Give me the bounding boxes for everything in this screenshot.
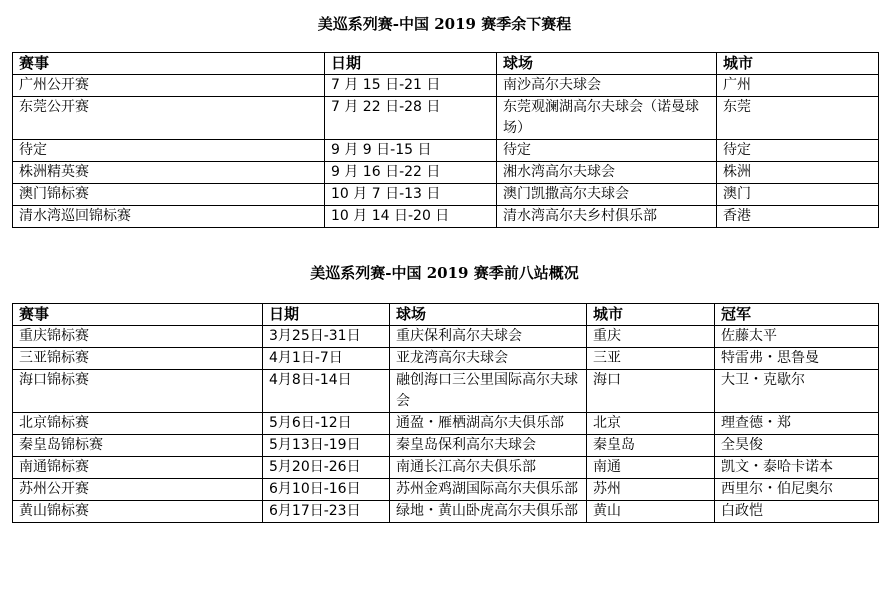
city-cell: 株洲 xyxy=(717,162,879,184)
event-cell: 海口锦标赛 xyxy=(13,370,263,413)
table-row xyxy=(13,348,879,370)
city-cell: 苏州 xyxy=(587,479,715,501)
city-cell: 香港 xyxy=(717,206,879,228)
venue-cell: 南通长江高尔夫俱乐部 xyxy=(390,457,587,479)
city-cell: 黄山 xyxy=(587,501,715,523)
event-cell: 三亚锦标赛 xyxy=(13,348,263,370)
date-cell: 10 月 14 日-20 日 xyxy=(325,206,497,228)
table-row xyxy=(13,501,879,523)
event-cell: 待定 xyxy=(13,140,325,162)
table-row xyxy=(13,457,879,479)
table-header-row xyxy=(13,53,879,75)
column-header-event: 赛事 xyxy=(13,304,263,326)
city-cell: 重庆 xyxy=(587,326,715,348)
city-cell: 三亚 xyxy=(587,348,715,370)
event-cell: 黄山锦标赛 xyxy=(13,501,263,523)
event-cell: 清水湾巡回锦标赛 xyxy=(13,206,325,228)
venue-cell: 亚龙湾高尔夫球会 xyxy=(390,348,587,370)
city-cell: 待定 xyxy=(717,140,879,162)
results-title: 美巡系列赛-中国 2019 赛季前八站概况 xyxy=(310,264,579,282)
event-cell: 东莞公开赛 xyxy=(13,97,325,140)
schedule-title: 美巡系列赛-中国 2019 赛季余下赛程 xyxy=(317,15,572,33)
venue-cell: 清水湾高尔夫乡村俱乐部 xyxy=(497,206,717,228)
table-row xyxy=(13,206,879,228)
venue-cell: 东莞观澜湖高尔夫球会（诺曼球场） xyxy=(497,97,717,140)
city-cell: 广州 xyxy=(717,75,879,97)
date-cell: 5月6日-12日 xyxy=(263,413,390,435)
date-cell: 9 月 16 日-22 日 xyxy=(325,162,497,184)
venue-cell: 澳门凯撒高尔夫球会 xyxy=(497,184,717,206)
event-cell: 株洲精英赛 xyxy=(13,162,325,184)
date-cell: 4月1日-7日 xyxy=(263,348,390,370)
date-cell: 4月8日-14日 xyxy=(263,370,390,413)
table-row xyxy=(13,413,879,435)
champion-cell: 白政恺 xyxy=(715,501,879,523)
date-cell: 3月25日-31日 xyxy=(263,326,390,348)
table-row xyxy=(13,184,879,206)
event-cell: 澳门锦标赛 xyxy=(13,184,325,206)
champion-cell: 大卫・克歇尔 xyxy=(715,370,879,413)
city-cell: 海口 xyxy=(587,370,715,413)
champion-cell: 凯文・泰哈卡诺本 xyxy=(715,457,879,479)
date-cell: 7 月 22 日-28 日 xyxy=(325,97,497,140)
table-row xyxy=(13,75,879,97)
table-row xyxy=(13,326,879,348)
date-cell: 5月20日-26日 xyxy=(263,457,390,479)
venue-cell: 重庆保利高尔夫球会 xyxy=(390,326,587,348)
column-header-event: 赛事 xyxy=(13,53,325,75)
date-cell: 6月17日-23日 xyxy=(263,501,390,523)
date-cell: 6月10日-16日 xyxy=(263,479,390,501)
venue-cell: 南沙高尔夫球会 xyxy=(497,75,717,97)
event-cell: 广州公开赛 xyxy=(13,75,325,97)
champion-cell: 理查德・郑 xyxy=(715,413,879,435)
column-header-city: 城市 xyxy=(587,304,715,326)
city-cell: 南通 xyxy=(587,457,715,479)
champion-cell: 全昊俊 xyxy=(715,435,879,457)
city-cell: 澳门 xyxy=(717,184,879,206)
table-row xyxy=(13,97,879,140)
table-header-row xyxy=(13,304,879,326)
venue-cell: 秦皇岛保利高尔夫球会 xyxy=(390,435,587,457)
table-row xyxy=(13,479,879,501)
city-cell: 北京 xyxy=(587,413,715,435)
venue-cell: 待定 xyxy=(497,140,717,162)
column-header-city: 城市 xyxy=(717,53,879,75)
column-header-venue: 球场 xyxy=(497,53,717,75)
column-header-date: 日期 xyxy=(263,304,390,326)
results-table xyxy=(12,303,879,523)
table-row xyxy=(13,435,879,457)
venue-cell: 融创海口三公里国际高尔夫球会 xyxy=(390,370,587,413)
column-header-date: 日期 xyxy=(325,53,497,75)
column-header-venue: 球场 xyxy=(390,304,587,326)
event-cell: 南通锦标赛 xyxy=(13,457,263,479)
table-row xyxy=(13,162,879,184)
city-cell: 东莞 xyxy=(717,97,879,140)
date-cell: 7 月 15 日-21 日 xyxy=(325,75,497,97)
venue-cell: 湘水湾高尔夫球会 xyxy=(497,162,717,184)
date-cell: 10 月 7 日-13 日 xyxy=(325,184,497,206)
event-cell: 秦皇岛锦标赛 xyxy=(13,435,263,457)
date-cell: 5月13日-19日 xyxy=(263,435,390,457)
table-row xyxy=(13,370,879,413)
table-row xyxy=(13,140,879,162)
venue-cell: 苏州金鸡湖国际高尔夫俱乐部 xyxy=(390,479,587,501)
champion-cell: 佐藤太平 xyxy=(715,326,879,348)
champion-cell: 特雷弗・思鲁曼 xyxy=(715,348,879,370)
column-header-champion: 冠军 xyxy=(715,304,879,326)
date-cell: 9 月 9 日-15 日 xyxy=(325,140,497,162)
event-cell: 北京锦标赛 xyxy=(13,413,263,435)
champion-cell: 西里尔・伯尼奥尔 xyxy=(715,479,879,501)
event-cell: 重庆锦标赛 xyxy=(13,326,263,348)
venue-cell: 绿地・黄山卧虎高尔夫俱乐部 xyxy=(390,501,587,523)
venue-cell: 通盈・雁栖湖高尔夫俱乐部 xyxy=(390,413,587,435)
city-cell: 秦皇岛 xyxy=(587,435,715,457)
event-cell: 苏州公开赛 xyxy=(13,479,263,501)
schedule-table xyxy=(12,52,879,228)
